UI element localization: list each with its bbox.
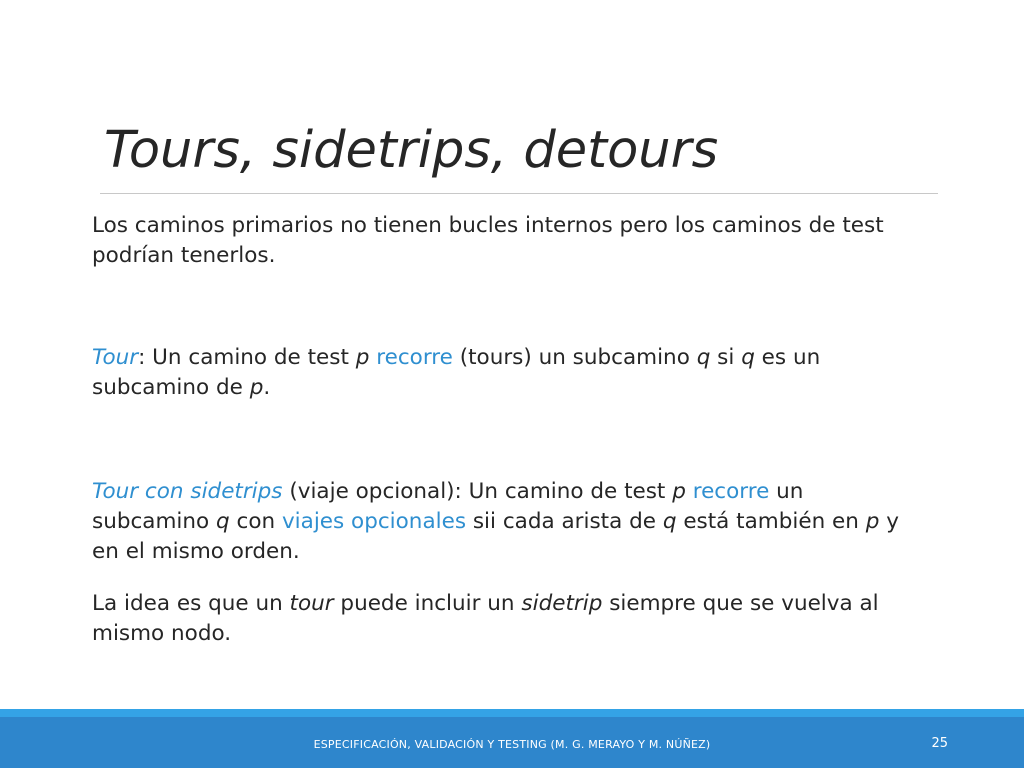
paragraph-primary-paths: Los caminos primarios no tienen bucles internos pero los caminos de test podrían tenerlos. — [92, 213, 884, 268]
text-segment: si — [710, 345, 742, 370]
paragraph-tour-sidetrips — [92, 477, 912, 567]
keyword-recorre: recorre — [376, 345, 453, 370]
page-number: 25 — [931, 736, 948, 751]
text-segment: y en el mismo orden. — [92, 509, 899, 564]
variable-q: q — [662, 509, 677, 534]
variable-p: p — [865, 509, 880, 534]
text-segment: (viaje opcional): Un camino de test — [282, 479, 673, 504]
text-segment: . — [263, 375, 271, 400]
term-tour-con-sidetrips: Tour con sidetrips — [92, 479, 283, 504]
term-tour: Tour — [92, 345, 139, 370]
text-segment: La idea es que un — [92, 591, 290, 616]
keyword-recorre: recorre — [692, 479, 770, 504]
title-divider — [100, 193, 938, 194]
text-segment: está también en — [676, 509, 866, 534]
slide-title: Tours, sidetrips, detours — [104, 121, 719, 180]
text-segment: : Un camino de test — [138, 345, 356, 370]
footer-course-title: ESPECIFICACIÓN, VALIDACIÓN Y TESTING (M. G. MERAYO Y M. NÚÑEZ) — [313, 738, 711, 751]
variable-q: q — [216, 509, 230, 534]
variable-p: p — [672, 479, 686, 504]
text-segment: es un subcamino de — [92, 345, 821, 400]
paragraph-tour-definition — [92, 343, 912, 403]
text-segment: sii cada arista de — [466, 509, 663, 534]
text-segment: un subcamino — [92, 479, 804, 534]
keyword-viajes-opcionales: viajes opcionales — [281, 509, 467, 534]
text-segment: siempre que se vuelva al mismo nodo. — [92, 591, 879, 646]
variable-q: q — [696, 345, 711, 370]
footer-stripe — [0, 709, 1024, 717]
variable-p: p — [249, 375, 264, 400]
term-sidetrip-italic: sidetrip — [521, 591, 603, 616]
text-segment: puede incluir un — [333, 591, 522, 616]
paragraph-idea — [92, 589, 912, 649]
text-segment: (tours) un subcamino — [452, 345, 697, 370]
term-tour-italic: tour — [289, 591, 334, 616]
text-segment: con — [229, 509, 282, 534]
variable-q: q — [741, 345, 755, 370]
variable-p: p — [355, 345, 370, 370]
